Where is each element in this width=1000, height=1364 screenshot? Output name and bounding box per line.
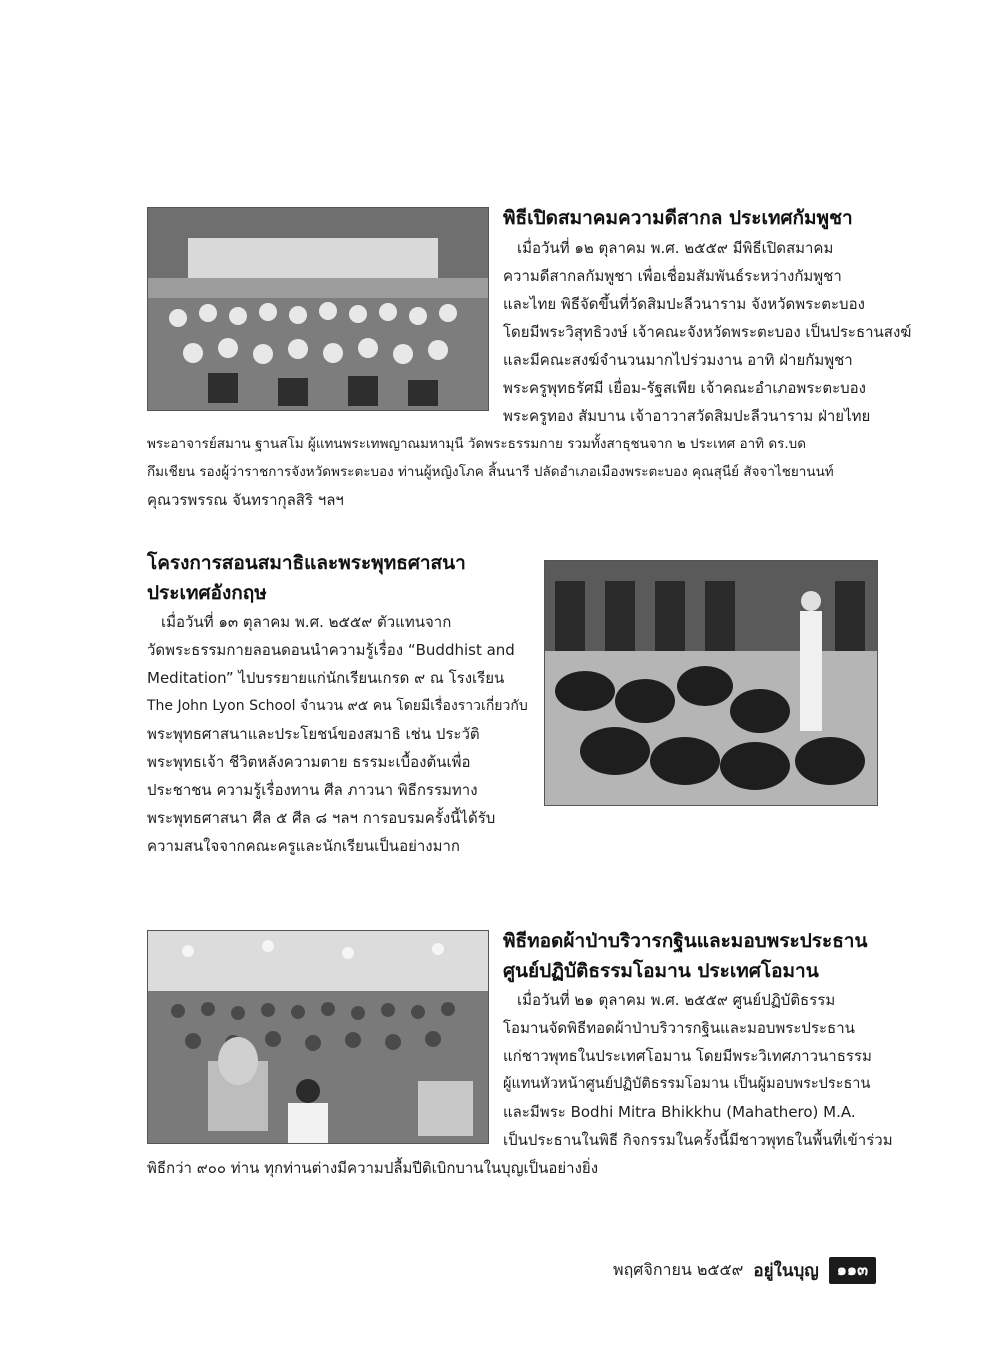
section2-title-line2: ประเทศอังกฤษ — [147, 582, 267, 604]
section2-line: พระพุทธศาสนาและประโยชน์ของสมาธิ เช่น ประวัติ — [147, 725, 480, 743]
section1-line: เมื่อวันที่ ๑๒ ตุลาคม พ.ศ. ๒๕๕๙ มีพิธีเปิดสมาคม — [517, 239, 834, 257]
photo-oman-ceremony — [147, 930, 489, 1144]
section2-title-line1: โครงการสอนสมาธิและพระพุทธศาสนา — [147, 552, 466, 574]
section2-line: เมื่อวันที่ ๑๓ ตุลาคม พ.ศ. ๒๕๕๙ ตัวแทนจาก — [161, 613, 452, 631]
section3-line: เมื่อวันที่ ๒๑ ตุลาคม พ.ศ. ๒๕๕๙ ศูนย์ปฏิบัติธรรม — [517, 991, 836, 1009]
section2-line: Meditation” ไปบรรยายแก่นักเรียนเกรด ๙ ณ โรงเรียน — [147, 669, 505, 687]
section1-title: พิธีเปิดสมาคมความดีสากล ประเทศกัมพูชา — [503, 207, 853, 229]
section3-line: โอมานจัดพิธีทอดผ้าป่าบริวารกฐินและมอบพระประธาน — [503, 1019, 855, 1037]
section2-line: พระพุทธศาสนา ศีล ๕ ศีล ๘ ฯลฯ การอบรมครั้งนี้ได้รับ — [147, 809, 496, 827]
section1-line: พระครูพุทธรัศมี เยื่อม-รัฐสเพีย เจ้าคณะอำเภอพระตะบอง — [503, 379, 866, 397]
section2-line: พระพุทธเจ้า ชีวิตหลังความตาย ธรรมะเบื้องต้นเพื่อ — [147, 753, 471, 771]
footer-magazine-name: อยู่ในบุญ — [753, 1260, 819, 1281]
section1-line: พระครูทอง สัมบาน เจ้าอาวาสวัดสิมปะลีวนาราม ฝ่ายไทย — [503, 407, 871, 425]
section1-line: พระอาจารย์สมาน ฐานสโม ผู้แทนพระเทพญาณมหามุนี วัดพระธรรมกาย รวมทั้งสาธุชนจาก ๒ ประเทศ อาทิ ดร.บด — [147, 436, 807, 452]
section3-line: พิธีกว่า ๙๐๐ ท่าน ทุกท่านต่างมีความปลื้มปีติเบิกบานในบุญเป็นอย่างยิ่ง — [147, 1159, 599, 1177]
photo-cambodia-group — [147, 207, 489, 411]
section2-line: ประชาชน ความรู้เรื่องทาน ศีล ภาวนา พิธีกรรมทาง — [147, 781, 478, 799]
page-footer — [613, 1256, 876, 1284]
section3-line: ผู้แทนหัวหน้าศูนย์ปฏิบัติธรรมโอมาน เป็นผู้มอบพระประธาน — [503, 1076, 871, 1092]
section1-line: โดยมีพระวิสุทธิวงษ์ เจ้าคณะจังหวัดพระตะบอง เป็นประธานสงฆ์ — [503, 323, 912, 341]
section2-line: ความสนใจจากคณะครูและนักเรียนเป็นอย่างมาก — [147, 837, 461, 855]
section3-title-line2: ศูนย์ปฏิบัติธรรมโอมาน ประเทศโอมาน — [503, 960, 819, 982]
section3-line: เป็นประธานในพิธี กิจกรรมในครั้งนี้มีชาวพุทธในพื้นที่เข้าร่วม — [503, 1131, 893, 1149]
section1-line: และมีคณะสงฆ์จำนวนมากไปร่วมงาน อาทิ ฝ่ายกัมพูชา — [503, 351, 853, 369]
section3-title-line1: พิธีทอดผ้าป่าบริวารกฐินและมอบพระประธาน — [503, 930, 868, 952]
section3-line: และมีพระ Bodhi Mitra Bhikkhu (Mahathero) M.A. — [503, 1103, 856, 1121]
section1-line: คุณวรพรรณ จันทรากุลสิริ ฯลฯ — [147, 491, 344, 509]
footer-month: พฤศจิกายน ๒๕๕๙ — [613, 1259, 744, 1279]
section1-line: กึมเชียน รองผู้ว่าราชการจังหวัดพระตะบอง ท่านผู้หญิงโภค สิ้นนารี ปลัดอำเภอเมืองพระตะบอง คุณสุนีย์ สัจจาไชยานนท์ — [147, 464, 834, 480]
section1-line: และไทย พิธีจัดขึ้นที่วัดสิมปะลีวนาราม จังหวัดพระตะบอง — [503, 295, 865, 313]
photo-uk-classroom — [544, 560, 878, 806]
section1-line: ความดีสากลกัมพูชา เพื่อเชื่อมสัมพันธ์ระหว่างกัมพูชา — [503, 267, 842, 285]
page-number: ๑๑๓ — [829, 1257, 876, 1284]
section3-line: แก่ชาวพุทธในประเทศโอมาน โดยมีพระวิเทศภาวนาธรรม — [503, 1047, 872, 1065]
section2-line: The John Lyon School จำนวน ๙๕ คน โดยมีเรื่องราวเกี่ยวกับ — [147, 698, 528, 714]
section2-line: วัดพระธรรมกายลอนดอนนำความรู้เรื่อง “Buddhist and — [147, 641, 515, 659]
